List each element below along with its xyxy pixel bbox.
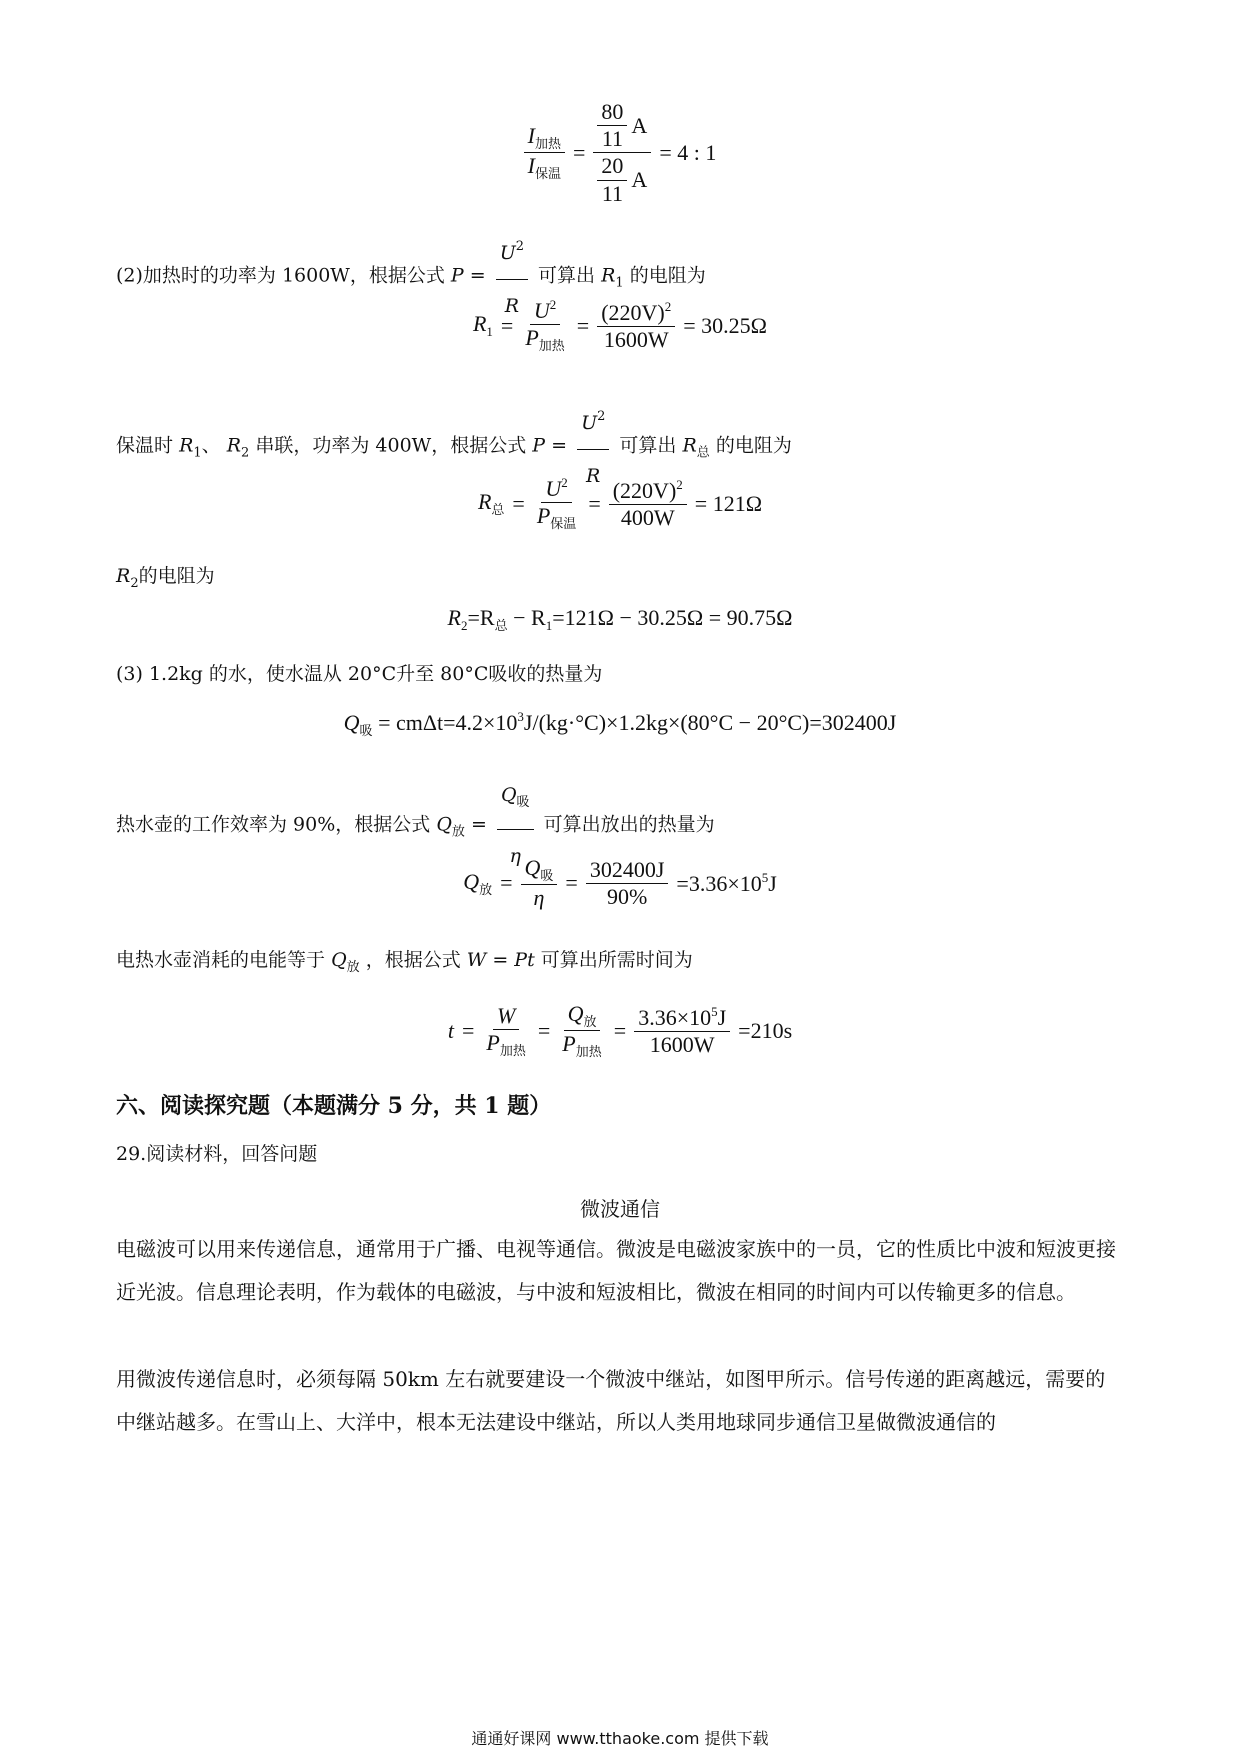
- unit-A2: A: [631, 166, 648, 192]
- keepwarm-text-c: 可算出: [619, 434, 677, 457]
- symbol-I-heat: I: [527, 123, 535, 149]
- value-20: 20: [597, 154, 627, 180]
- sub-keep: 保温: [550, 516, 577, 532]
- R1-result: = 30.25Ω: [683, 312, 768, 338]
- symbol-U2-eq3: U: [545, 476, 562, 501]
- value-1600W: 1600W: [603, 326, 669, 352]
- sub-R1-p3: 1: [193, 445, 202, 461]
- equals-p3: =: [551, 434, 568, 457]
- sub-R2-p3: 2: [241, 445, 250, 461]
- part2-text: (2)加热时的功率为 1600W，根据公式: [116, 264, 445, 287]
- eq7-f1-num: W: [496, 1002, 516, 1028]
- eq6-f1-sub: 吸: [540, 868, 554, 883]
- eq7-f2-num: Q: [567, 1001, 584, 1026]
- sub-Rtotal: 总: [491, 502, 505, 518]
- eq7-f1-sub: 加热: [499, 1042, 526, 1058]
- separator: 、: [201, 434, 221, 457]
- value-11b: 11: [601, 180, 624, 206]
- value-220V-eq3: (220V): [612, 477, 677, 503]
- sub-total: 总: [696, 445, 710, 461]
- energy-intro: [116, 946, 1124, 982]
- subscript-R1: 1: [486, 324, 493, 340]
- eq7-fraction2: [558, 1002, 605, 1060]
- subscript-heat2: 加热: [538, 338, 565, 354]
- ratio-result: = 4 : 1: [659, 139, 717, 165]
- eq5-Q-sub: 吸: [359, 723, 373, 738]
- sup-2b-eq3: 2: [676, 476, 683, 492]
- equation-R-total: $R_总$ = $\frac{U^2}{P_{保温}}$ = $\frac{(220V)^2}{400W}$ = 121Ω: [477, 475, 763, 532]
- eq6-f2-num: 302400J: [586, 858, 669, 884]
- symbol-Q-p7: Q: [331, 949, 347, 971]
- sup-2b: 2: [664, 298, 672, 314]
- unit-A: A: [631, 112, 648, 138]
- symbol-U: U: [499, 242, 516, 264]
- subscript-1: 1: [615, 275, 624, 291]
- article-paragraph-2: 用微波传递信息时，必须每隔 50km 左右就要建设一个微波中继站，如图甲所示。信号传递的距离越远，需要的中继站越多。在雪山上、大洋中，根本无法建设中继站，所以人类用地球同步通信卫星做微波通信的: [116, 1367, 1106, 1434]
- equation-Q-absorbed: [0, 710, 1240, 738]
- eq6-result-sup: 5: [761, 869, 769, 885]
- eq4-R2: R: [447, 605, 461, 630]
- eq5-part-b: J/(kg·°C)×1.2kg×(80°C − 20°C)=302400J: [523, 710, 897, 735]
- symbol-P-heat: P: [525, 325, 539, 351]
- subscript-keep: 保温: [534, 166, 561, 182]
- symbol-R1-p3: R: [179, 434, 194, 457]
- R2-intro-text: 的电阻为: [138, 565, 215, 587]
- symbol-Q-abs-p6: Q: [500, 784, 517, 806]
- sub-R2-intro: 2: [130, 576, 139, 591]
- eq7-t: t: [447, 1017, 454, 1043]
- symbol-I-keep: I: [527, 153, 535, 179]
- keepwarm-text-d: 的电阻为: [715, 434, 792, 457]
- symbol-eta: η: [509, 845, 521, 867]
- equation-R1: $R_1$ = $\frac{U^2}{P_{加热}}$ = $\frac{(220V)^2}{1600W}$ = 30.25Ω: [472, 297, 768, 354]
- fraction-U2-R: $\frac{U^2}{R}$: [496, 222, 528, 331]
- article-paragraph-1: 电磁波可以用来传递信息，通常用于广播、电视等通信。微波是电磁波家族中的一员，它的性质比中波和短波更接近光波。信息理论表明，作为载体的电磁波，与中波和短波相比，微波在相同的时间内可以传输更多的信息。: [116, 1237, 1116, 1304]
- fraction-U2-Pheat: [521, 298, 568, 353]
- symbol-U-p3: U: [581, 412, 598, 434]
- eq5-Q: Q: [343, 710, 360, 735]
- eq6-f1-num: Q: [524, 855, 541, 880]
- keepwarm-text-a: 保温时: [116, 434, 174, 457]
- symbol-P-p3: P: [532, 434, 546, 457]
- energy-text-c: 可算出所需时间为: [540, 949, 693, 971]
- energy-text-a: 电热水壶消耗的电能等于: [116, 949, 326, 971]
- symbol-Pt: Pt: [514, 949, 535, 971]
- sup-2: 2: [549, 297, 557, 312]
- sub-release: 放: [451, 824, 465, 840]
- eq4-part3: − R: [507, 605, 546, 630]
- fraction-current: [524, 124, 565, 182]
- sup-2-eq3: 2: [561, 475, 568, 490]
- fraction-U2-Pkeep: [533, 476, 580, 531]
- eq6-Q: Q: [463, 868, 480, 894]
- equals: =: [469, 264, 486, 287]
- part2-tail: 可算出: [538, 264, 596, 287]
- symbol-R-total: R: [682, 434, 697, 457]
- sub-abs-p6: 吸: [516, 795, 530, 810]
- question-29: 29.阅读材料，回答问题: [116, 1143, 318, 1165]
- equation-Q-released: $Q_放$ = $\frac{Q_吸}{\eta}$ = $\frac{302400J}{90\%}$ $=3.36\times 10^5J$: [463, 855, 777, 911]
- part3-intro: [116, 660, 1124, 688]
- eq6-f2-den: 90%: [606, 883, 648, 909]
- subscript-heat: 加热: [534, 136, 561, 152]
- equation-current-ratio: $\frac{I_{加热}}{I_{保温}}$ = $\frac{80}{11}$ A $\frac{20}{11}$ A = 4 : 1: [0, 100, 1240, 206]
- eq6-f1-den: η: [533, 885, 545, 911]
- eq4-sub1: 2: [460, 618, 468, 633]
- eq7-f2-num-sub: 放: [583, 1014, 597, 1029]
- symbol-R: R: [504, 295, 519, 317]
- eq6-Q-sub: 放: [479, 881, 493, 897]
- symbol-U2: U: [533, 298, 550, 323]
- eq5-sup: 3: [517, 709, 524, 724]
- eq5-part-a: = cmΔt=4.2×10: [372, 710, 518, 735]
- symbol-R1: R: [601, 264, 616, 287]
- sub-p7: 放: [346, 960, 360, 975]
- equals-p7: =: [486, 949, 515, 971]
- eq6-fraction2: [586, 858, 669, 909]
- symbol-P-keep: P: [536, 503, 551, 529]
- equals-p6: =: [470, 813, 487, 836]
- fraction-U2-R-p3: $\frac{U^2}{R}$: [577, 392, 609, 501]
- eq4-sub2: 总: [494, 618, 508, 633]
- value-220V: (220V): [601, 299, 665, 325]
- article-title: 微波通信: [580, 1197, 660, 1221]
- eq7-f3-sup: 5: [711, 1003, 718, 1019]
- eq7-fraction1: [482, 1004, 529, 1058]
- eq7-f2-den: P: [562, 1031, 576, 1057]
- symbol-R2-intro: R: [116, 565, 131, 587]
- efficiency-text-b: 可算出放出的热量为: [543, 813, 715, 836]
- eq7-f3-num-a: 3.36×10: [638, 1004, 712, 1030]
- eq7-f1-den: P: [486, 1029, 500, 1055]
- equation-time: t = $\frac{W}{P_{加热}}$ = $\frac{Q_放}{P_{加热}}$ = $\frac{3.36\times 10^5J}{1600W}$ =210s: [447, 1001, 793, 1060]
- eq7-f3-num-b: J: [717, 1004, 727, 1030]
- value-80: 80: [597, 100, 627, 126]
- R2-intro: [116, 562, 1124, 598]
- keepwarm-text-b: 串联，功率为 400W，根据公式: [255, 434, 527, 457]
- symbol-R2-p3: R: [226, 434, 242, 457]
- eq6-result-b: J: [768, 870, 777, 896]
- equation-R2: [0, 606, 1240, 633]
- eq7-fraction3: [634, 1005, 730, 1057]
- efficiency-text-a: 热水壶的工作效率为 90%，根据公式: [116, 813, 431, 836]
- eq6-fraction1: [521, 856, 558, 910]
- fraction-values: [593, 100, 651, 206]
- page-footer: 通通好课网 www.tthaoke.com 提供下载: [471, 1729, 769, 1748]
- eq4-part4: =121Ω − 30.25Ω = 90.75Ω: [552, 605, 793, 630]
- part2-tail2: 的电阻为: [629, 264, 706, 287]
- eq4-sub3: 1: [545, 618, 553, 633]
- symbol-R-p3: R: [586, 465, 601, 487]
- value-400W: 400W: [620, 504, 675, 530]
- symbol-W: W: [466, 949, 487, 971]
- symbol-Rtotal-lhs: R: [477, 489, 492, 515]
- symbol-P: P: [450, 264, 464, 287]
- symbol-Q-release: Q: [436, 813, 452, 836]
- eq7-f2-den-sub: 加热: [575, 1044, 602, 1060]
- value-11: 11: [601, 126, 624, 152]
- eq6-result-a: =3.36×10: [676, 870, 762, 896]
- fraction-220-400: [609, 478, 687, 530]
- eq4-part2: =R: [467, 605, 495, 630]
- part3-text: (3) 1.2kg 的水，使水温从 20°C升至 80°C吸收的热量为: [116, 663, 603, 685]
- eq7-result: =210s: [738, 1017, 793, 1043]
- eq7-f3-den: 1600W: [649, 1031, 715, 1057]
- energy-text-b: ，根据公式: [365, 949, 461, 971]
- Rtotal-result: = 121Ω: [694, 490, 763, 516]
- symbol-R1-lhs: R: [472, 311, 487, 337]
- section-heading: 六、阅读探究题（本题满分 5 分，共 1 题）: [116, 1093, 552, 1119]
- fraction-220-1600: [597, 300, 675, 352]
